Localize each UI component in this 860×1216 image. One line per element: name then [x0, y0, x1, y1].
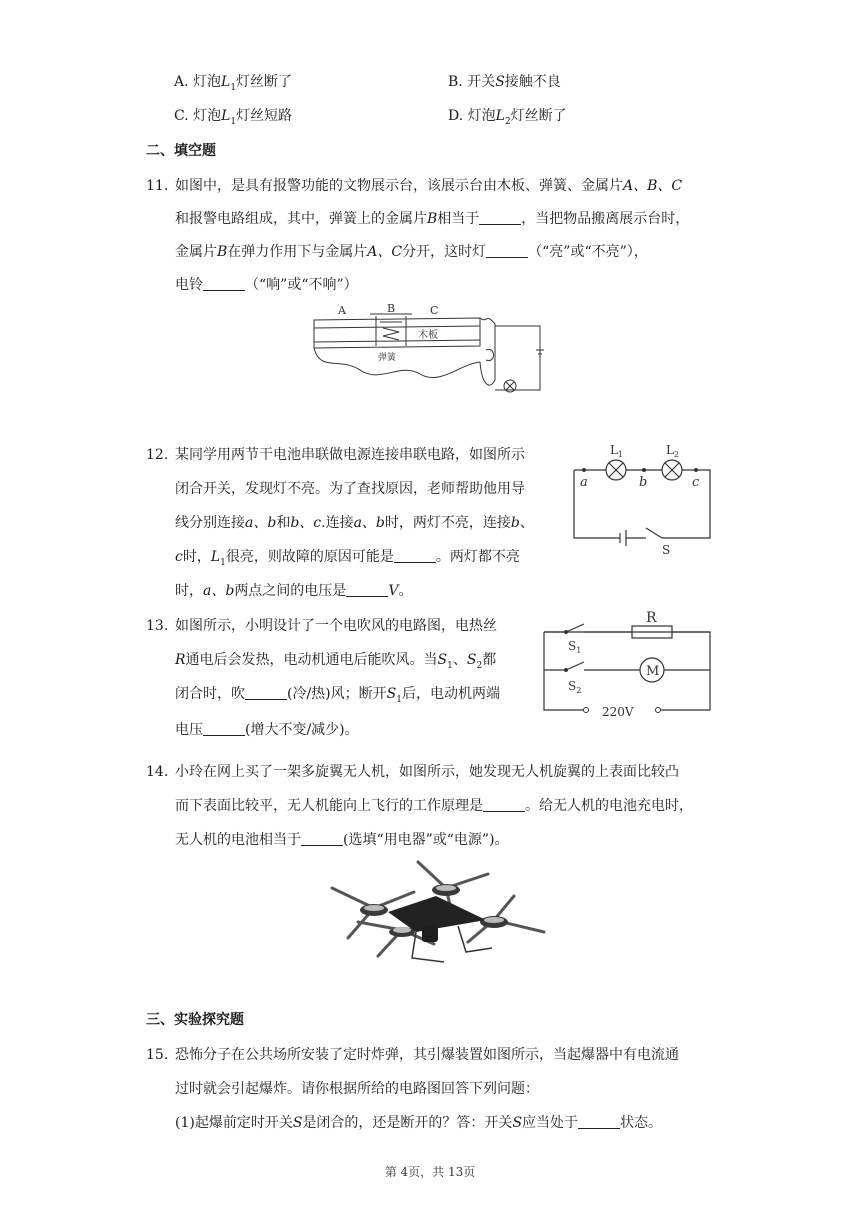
q13-line-4: 电压 (增大不变/减少)。	[175, 722, 359, 738]
q12-line-5: 时，a、b两点之间的电压是 V。	[175, 583, 413, 599]
label-a-point: a	[580, 475, 588, 490]
question-number: 15.	[146, 1047, 169, 1063]
q14-line-1: 小玲在网上买了一架多旋翼无人机，如图所示，她发现无人机旋翼的上表面比较凸	[175, 764, 679, 780]
q12-line-3: 线分别连接a、b和b、c.连接a、b时，两灯不亮，连接b、	[175, 515, 534, 531]
section-heading-fill-in: 二、填空题	[146, 143, 216, 159]
answer-blank[interactable]	[346, 582, 388, 597]
svg-text:L1: $L_1$	[610, 443, 624, 459]
section-heading-experiment: 三、实验探究题	[146, 1012, 244, 1028]
q15-line-2: 过时就会引起爆炸。请你根据所给的电路图回答下列问题：	[175, 1081, 539, 1097]
answer-blank[interactable]	[245, 685, 287, 700]
q12-line-2: 闭合开关，发现灯不亮。为了查找原因，老师帮助他用导	[175, 481, 525, 497]
label-l2: L	[666, 443, 674, 457]
label-s2: S	[568, 679, 577, 693]
label-c-point: c	[692, 475, 700, 490]
page-footer: 第 4页，共 13页	[384, 1165, 476, 1179]
q15-line-1: 恐怖分子在公共场所安装了定时炸弹，其引爆装置如图所示，当起爆器中有电流通	[175, 1047, 679, 1063]
answer-blank[interactable]	[203, 721, 245, 736]
hair-dryer-circuit-figure	[538, 606, 718, 722]
label-resistor: R	[646, 610, 657, 626]
answer-blank[interactable]	[486, 243, 528, 258]
series-circuit-figure	[566, 436, 716, 562]
question-number: 13.	[146, 618, 169, 634]
label-voltage: 220V	[602, 705, 634, 719]
q11-line-1: 如图中，是具有报警功能的文物展示台，该展示台由木板、弹簧、金属片A、B、C	[175, 178, 683, 194]
svg-text:S1: $S_1$	[568, 639, 582, 655]
q12-line-1: 某同学用两节干电池串联做电源连接串联电路，如图所示	[175, 447, 525, 463]
option-c: C. 灯泡$L_1$灯丝短路	[174, 108, 293, 127]
answer-blank[interactable]	[394, 548, 436, 563]
label-a: A	[338, 304, 346, 317]
label-spring: 弹簧	[378, 353, 397, 363]
label-motor: M	[646, 664, 660, 679]
q15-line-3: (1)起爆前定时开关S是闭合的，还是断开的？答：开关S应当处于 状态。	[175, 1115, 663, 1131]
answer-blank[interactable]	[483, 797, 525, 812]
label-c: C	[430, 304, 439, 317]
q14-line-3: 无人机的电池相当于 (选填“用电器”或“电源”)。	[175, 832, 509, 848]
svg-text:L2: $L_2$	[666, 443, 680, 459]
q13-line-2: R通电后会发热，电动机通电后能吹风。当$S_1$、$S_2$都	[175, 652, 497, 671]
label-switch: S	[662, 543, 671, 557]
q14-line-2: 而下表面比较平，无人机能向上飞行的工作原理是 。给无人机的电池充电时，	[175, 798, 693, 814]
answer-blank[interactable]	[479, 210, 521, 225]
label-l1: L	[610, 443, 618, 457]
svg-text:S2: $S_2$	[568, 679, 582, 695]
option-b: B. 开关S接触不良	[448, 74, 561, 90]
q11-line-4: 电铃 （“响”或“不响”）	[175, 277, 358, 293]
question-number: 11.	[146, 178, 169, 194]
option-d: D. 灯泡$L_2$灯丝断了	[448, 108, 567, 127]
q13-line-1: 如图所示，小明设计了一个电吹风的电路图，电热丝	[175, 618, 497, 634]
drone-image	[318, 852, 548, 972]
exhibit-stand-figure	[310, 302, 550, 402]
answer-blank[interactable]	[301, 831, 343, 846]
label-b-point: b	[639, 475, 648, 490]
option-a: A. 灯泡$L_1$灯丝断了	[174, 74, 293, 93]
question-number: 12.	[146, 447, 169, 463]
label-s1: S	[568, 639, 577, 653]
q12-line-4: c时，$L_1$很亮，则故障的原因可能是 。两灯都不亮	[175, 549, 520, 568]
question-number: 14.	[146, 764, 169, 780]
q13-line-3: 闭合时，吹 (冷/热)风；断开$S_1$后，电动机两端	[175, 686, 500, 705]
q11-line-3: 金属片B在弹力作用下与金属片A、C分开，这时灯 （“亮”或“不亮”），	[175, 244, 648, 260]
label-wood: 木板	[418, 330, 438, 341]
q11-line-2: 和报警电路组成，其中，弹簧上的金属片B相当于 ，当把物品搬离展示台时，	[175, 211, 690, 227]
answer-blank[interactable]	[578, 1114, 620, 1129]
answer-blank[interactable]	[203, 276, 245, 291]
label-b: B	[387, 302, 396, 315]
